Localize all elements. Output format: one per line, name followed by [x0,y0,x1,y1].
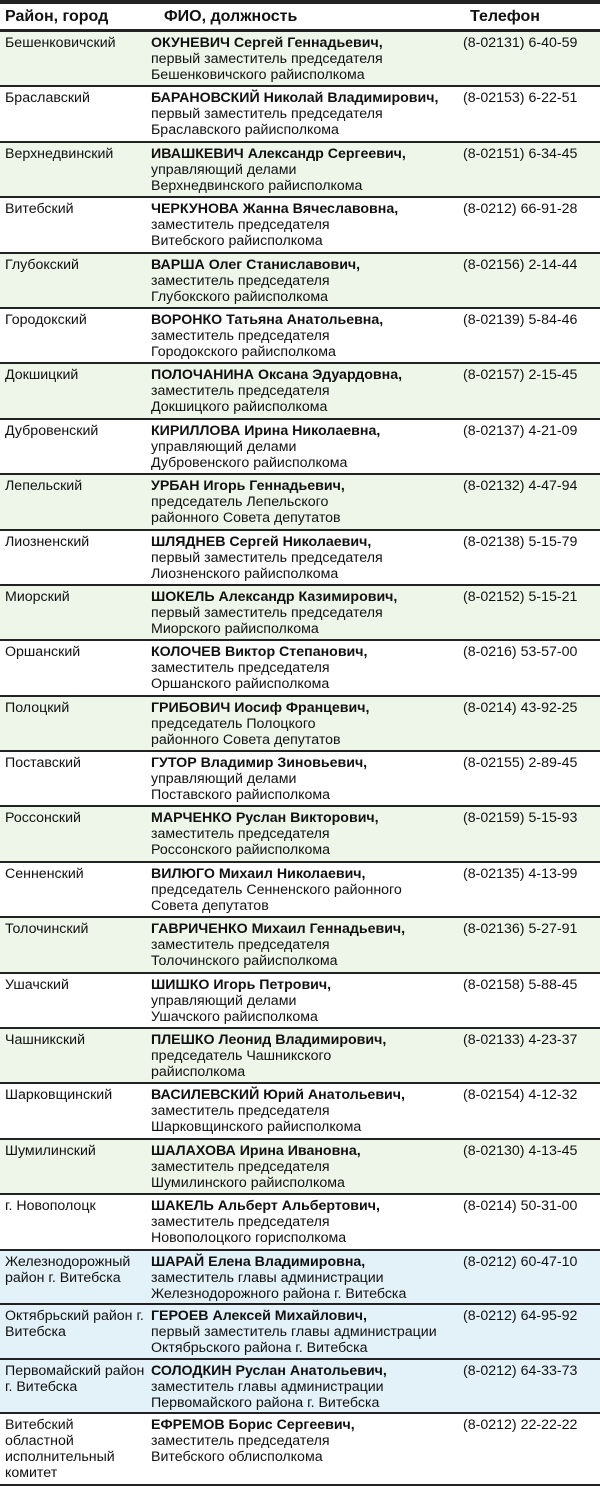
person-position-line1: заместитель председателя [151,826,330,843]
person-position-line1: председатель Лепельского [151,494,329,511]
phone-cell: (8-02159) 5-15-93 [463,810,578,827]
person-name: ШЛЯДНЕВ Сергей Николаевич, [151,533,372,550]
person-position-line2: Шарковщинского райисполкома [151,1119,362,1136]
table-row [0,198,600,253]
district-cell: Браславский [5,90,90,107]
table-row [0,1305,600,1360]
table-row [0,918,600,973]
table-row [0,531,600,586]
person-name: ПОЛОЧАНИНА Оксана Эдуардовна, [151,367,403,384]
district-cell: Октябрьский район г. Витебска [5,1308,144,1341]
person-cell [151,644,469,692]
person-cell [151,35,469,83]
person-position-line2: Докшицкого райисполкома [151,399,328,416]
person-name: СОЛОДКИН Руслан Анатольевич, [151,1362,387,1379]
person-cell [151,810,469,858]
table-row [0,254,600,309]
table-row [0,420,600,475]
table-row [0,1360,600,1415]
person-position-line1: первый заместитель главы администрации [151,1324,437,1341]
person-name: ШОКЕЛЬ Александр Казимирович, [151,588,398,605]
person-position-line2: Миорского райисполкома [151,620,319,637]
person-cell [151,367,469,415]
phone-cell: (8-0212) 64-95-92 [463,1308,578,1325]
person-name: ЧЕРКУНОВА Жанна Вячеславовна, [151,201,399,218]
district-cell: Чашникский [5,1032,86,1049]
district-cell: Докшицкий [5,367,79,384]
person-position-line1: заместитель главы администрации [151,1269,384,1286]
table-row [0,752,600,807]
person-position-line1: первый заместитель председателя [151,604,383,621]
person-position-line2: Толочинского райисполкома [151,953,338,970]
person-position-line1: заместитель председателя [151,327,330,344]
phone-cell: (8-02156) 2-14-44 [463,256,578,273]
phone-cell: (8-0212) 64-33-73 [463,1362,578,1379]
person-cell [151,90,469,138]
district-cell: Шумилинский [5,1142,96,1159]
person-position-line2: Бешенковичского райисполкома [151,67,365,83]
person-position-line2: Новополоцкого горисполкома [151,1230,347,1247]
phone-cell: (8-02155) 2-89-45 [463,755,578,772]
table-row [0,475,600,530]
phone-cell: (8-02136) 5-27-91 [463,921,578,938]
person-position-line1: управляющий делами [151,771,297,788]
table-row [0,697,600,752]
person-position-line1: первый заместитель председателя [151,549,383,566]
person-cell [151,921,469,969]
district-cell: Первомайский район г. Витебска [5,1362,145,1395]
table-row [0,586,600,641]
person-position-line2: Шумилинского райисполкома [151,1174,345,1191]
person-position-line1: заместитель председателя [151,937,330,954]
table-body [0,32,600,1486]
person-cell [151,700,469,748]
table-row [0,309,600,364]
person-position-line2: районного Совета депутатов [151,731,341,748]
person-cell [151,478,469,526]
person-position-line2: Первомайского района г. Витебска [151,1394,380,1411]
district-cell: Городокский [5,311,87,328]
phone-cell: (8-0216) 53-57-00 [463,644,578,661]
person-position-line2: Совета депутатов [151,897,269,914]
person-position-line2: Городокского райисполкома [151,343,336,360]
person-cell [151,312,469,360]
table-row [0,1251,600,1306]
phone-cell: (8-02137) 4-21-09 [463,422,578,439]
person-position-line2: Дубровенского райисполкома [151,454,348,471]
district-cell: Бешенковичский [5,35,116,51]
person-position-line2: Ушачского райисполкома [151,1008,318,1025]
person-position-line1: заместитель председателя [151,660,330,677]
district-cell: Ушачский [5,976,69,993]
district-cell: Дубровенский [5,422,99,439]
person-position-line2: Поставского райисполкома [151,787,330,804]
table-row [0,974,600,1029]
table-row [0,1140,600,1195]
phone-cell: (8-0212) 66-91-28 [463,201,578,218]
person-position-line2: райисполкома [151,1064,246,1081]
person-name: ПЛЕШКО Леонид Владимирович, [151,1032,387,1049]
column-header-phone: Телефон [470,8,540,25]
person-cell [151,1032,469,1080]
person-name: ШАРАЙ Елена Владимировна, [151,1253,366,1270]
phone-cell: (8-02139) 5-84-46 [463,311,578,328]
person-position-line1: председатель Сенненского районного [151,881,402,898]
person-cell [151,257,469,305]
person-cell [151,534,469,582]
person-cell [151,201,469,249]
person-name: ИВАШКЕВИЧ Александр Сергеевич, [151,145,406,162]
person-cell [151,1254,469,1302]
person-position-line2: районного Совета депутатов [151,510,341,527]
phone-cell: (8-0214) 50-31-00 [463,1198,578,1215]
person-name: ВАСИЛЕВСКИЙ Юрий Анатольевич, [151,1087,405,1104]
district-cell: Железнодорожный район г. Витебска [5,1253,131,1286]
person-name: МАРЧЕНКО Руслан Викторович, [151,810,379,827]
person-position-line1: управляющий делами [151,992,297,1009]
person-cell [151,755,469,803]
person-position-line1: заместитель главы администрации [151,1378,384,1395]
table-row [0,1414,600,1486]
person-name: ШАКЕЛЬ Альберт Альбертович, [151,1198,380,1215]
phone-cell: (8-02154) 4-12-32 [463,1087,578,1104]
person-cell [151,977,469,1025]
column-header-person: ФИО, должность [164,8,298,25]
person-position-line1: заместитель председателя [151,1103,330,1120]
table-row [0,32,600,87]
person-position-line2: Витебского райисполкома [151,233,323,250]
district-cell: Верхнедвинский [5,145,114,162]
person-position-line1: заместитель председателя [151,383,330,400]
phone-cell: (8-0214) 43-92-25 [463,699,578,716]
phone-cell: (8-0212) 60-47-10 [463,1253,578,1270]
district-cell: Толочинский [5,921,89,938]
district-cell: Витебский областной исполнительный комитет [5,1417,115,1482]
person-name: КОЛОЧЕВ Виктор Степанович, [151,644,368,661]
column-header-district: Район, город [5,8,109,25]
district-cell: Поставский [5,755,81,772]
person-name: ГЕРОЕВ Алексей Михайлович, [151,1308,367,1325]
person-cell [151,1363,469,1411]
person-name: КИРИЛЛОВА Ирина Николаевна, [151,422,381,439]
person-position-line2: Оршанского райисполкома [151,676,330,693]
table-row [0,364,600,419]
table-row [0,143,600,198]
person-cell [151,1308,469,1356]
district-cell: Россонский [5,810,81,827]
person-name: ЕФРЕМОВ Борис Сергеевич, [151,1417,355,1434]
table-row [0,863,600,918]
person-position-line1: заместитель председателя [151,1433,330,1450]
person-cell [151,423,469,471]
district-cell: Витебский [5,201,74,218]
table-row [0,1029,600,1084]
person-position-line1: управляющий делами [151,438,297,455]
person-position-line1: первый заместитель председателя [151,51,383,67]
phone-cell: (8-02153) 6-22-51 [463,90,578,107]
person-name: ВОРОНКО Татьяна Анатольевна, [151,311,384,328]
person-position-line2: Железнодорожного района г. Витебска [151,1285,407,1302]
table-row [0,641,600,696]
phone-cell: (8-02152) 5-15-21 [463,588,578,605]
person-position-line2: Октябрьского района г. Витебска [151,1340,368,1357]
phone-cell: (8-02138) 5-15-79 [463,533,578,550]
person-name: ГАВРИЧЕНКО Михаил Геннадьевич, [151,921,406,938]
person-position-line1: заместитель председателя [151,217,330,234]
table-header [0,0,600,32]
person-name: ШАЛАХОВА Ирина Ивановна, [151,1142,361,1159]
person-cell [151,1143,469,1191]
person-position-line1: управляющий делами [151,161,297,178]
person-position-line1: председатель Чашникского [151,1048,332,1065]
person-position-line1: заместитель председателя [151,272,330,289]
person-name: ШИШКО Игорь Петрович, [151,976,332,993]
person-name: ВИЛЮГО Михаил Николаевич, [151,865,366,882]
district-cell: Глубокский [5,256,79,273]
person-name: ВАРША Олег Станиславович, [151,256,361,273]
person-name: УРБАН Игорь Геннадьевич, [151,478,345,495]
table-row [0,807,600,862]
person-cell [151,589,469,637]
person-position-line1: председатель Полоцкого [151,715,316,732]
district-cell: Оршанский [5,644,81,661]
person-cell [151,1198,469,1246]
table-row [0,1084,600,1139]
district-cell: Сенненский [5,865,84,882]
person-position-line2: Браславского райисполкома [151,122,339,139]
phone-cell: (8-02151) 6-34-45 [463,145,578,162]
person-name: БАРАНОВСКИЙ Николай Владимирович, [151,90,439,107]
person-position-line2: Россонского райисполкома [151,842,331,859]
person-position-line1: заместитель председателя [151,1214,330,1231]
phone-cell: (8-02135) 4-13-99 [463,865,578,882]
person-name: ГУТОР Владимир Зиновьевич, [151,755,368,772]
person-name: ГРИБОВИЧ Иосиф Францевич, [151,699,370,716]
person-position-line1: заместитель председателя [151,1158,330,1175]
person-name: ОКУНЕВИЧ Сергей Геннадьевич, [151,35,383,51]
district-cell: г. Новополоцк [5,1198,96,1215]
person-position-line2: Лиозненского райисполкома [151,565,339,582]
table-row [0,1195,600,1250]
district-cell: Миорский [5,588,70,605]
person-position-line2: Витебского облисполкома [151,1449,323,1466]
person-cell [151,866,469,914]
person-position-line1: первый заместитель председателя [151,106,383,123]
phone-cell: (8-02131) 6-40-59 [463,35,578,51]
phone-cell: (8-02132) 4-47-94 [463,478,578,495]
district-cell: Лиозненский [5,533,90,550]
person-cell [151,1087,469,1135]
person-position-line2: Глубокского райисполкома [151,288,329,305]
district-cell: Полоцкий [5,699,70,716]
phone-cell: (8-02158) 5-88-45 [463,976,578,993]
phone-cell: (8-02130) 4-13-45 [463,1142,578,1159]
district-cell: Шарковщинский [5,1087,113,1104]
district-cell: Лепельский [5,478,83,495]
person-position-line2: Верхнедвинского райисполкома [151,177,363,194]
table-row [0,87,600,142]
person-cell [151,146,469,194]
phone-cell: (8-0212) 22-22-22 [463,1417,578,1434]
phone-cell: (8-02133) 4-23-37 [463,1032,578,1049]
person-cell [151,1417,469,1465]
phone-cell: (8-02157) 2-15-45 [463,367,578,384]
